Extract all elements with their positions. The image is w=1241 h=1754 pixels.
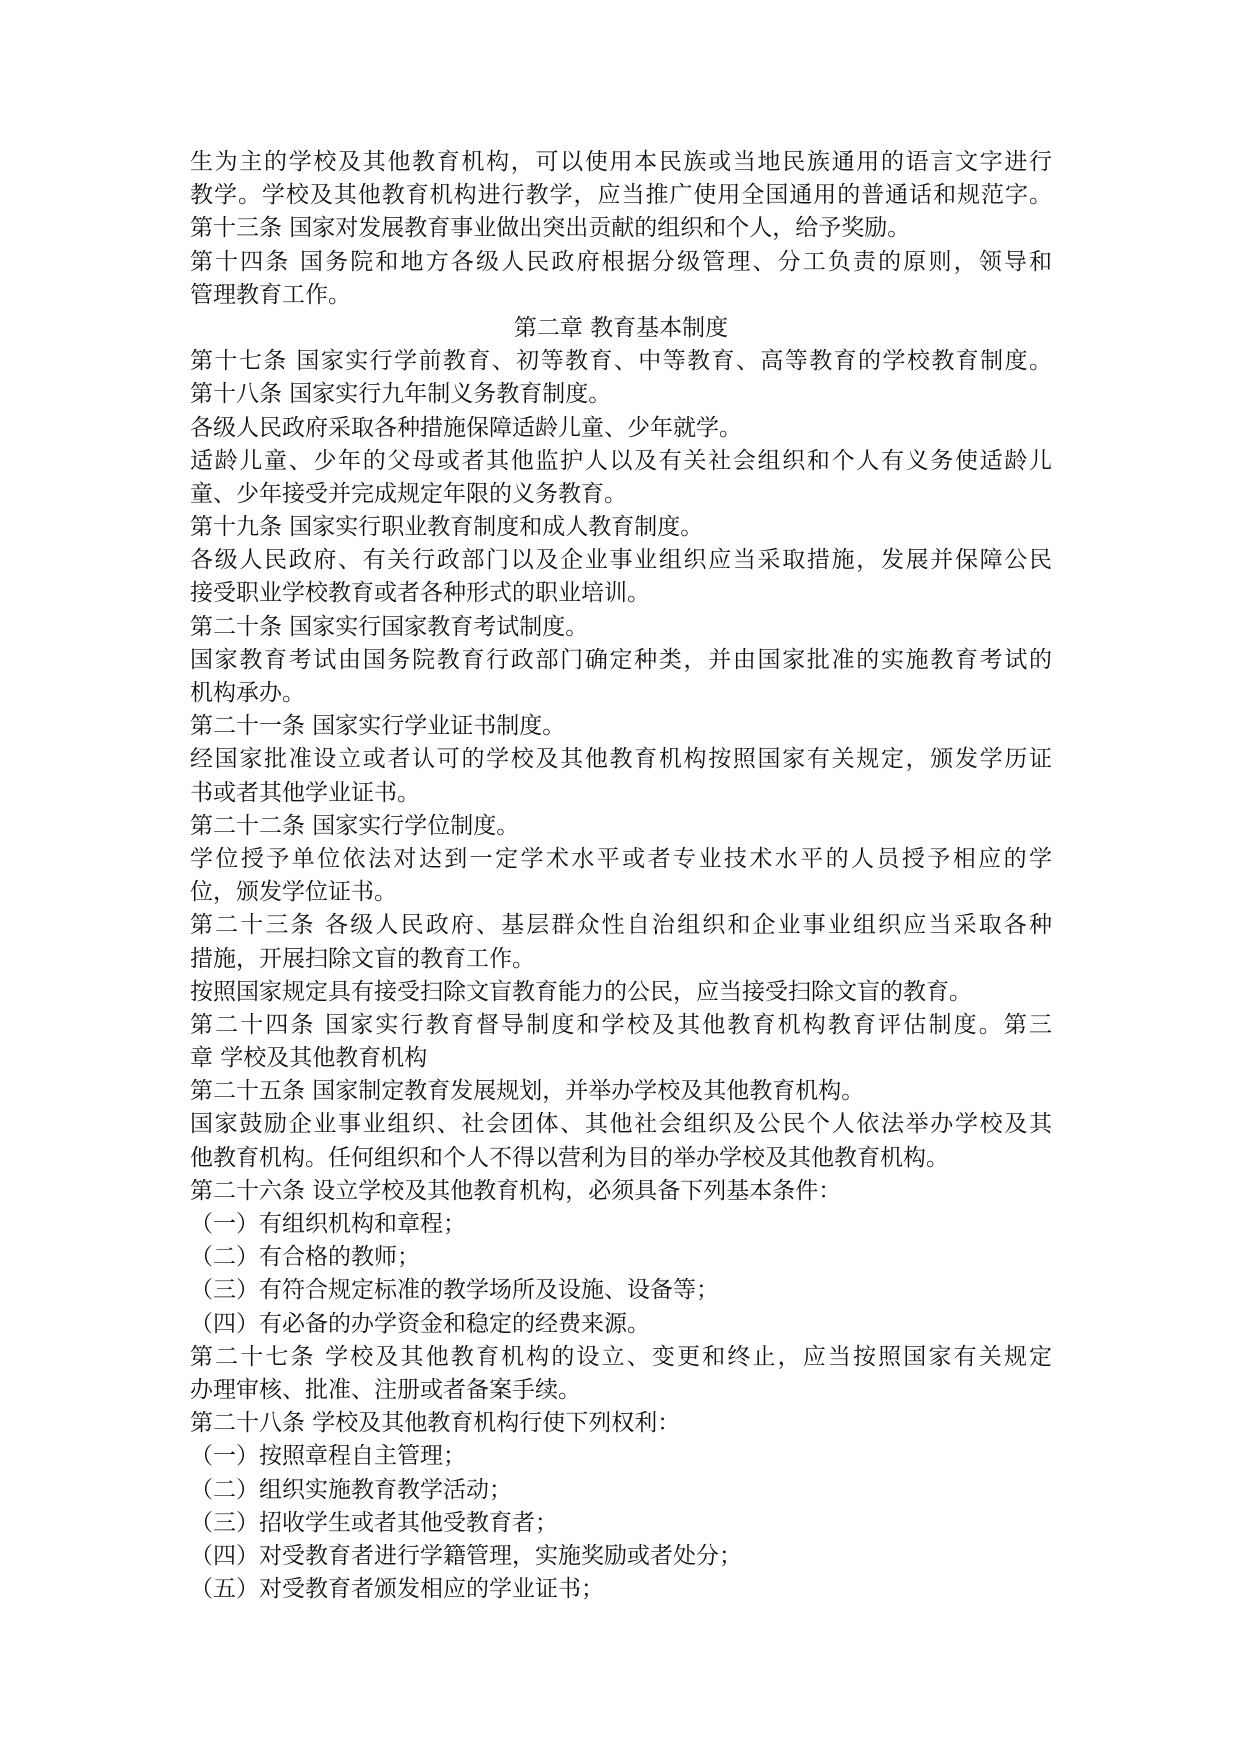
text-line: 教学。学校及其他教育机构进行教学，应当推广使用全国通用的普通话和规范字。	[190, 182, 1052, 209]
text-line: 第二十三条 各级人民政府、基层群众性自治组织和企业事业组织应当采取各种	[190, 912, 1052, 939]
text-line: 第二十五条 国家制定教育发展规划，并举办学校及其他教育机构。	[190, 1078, 865, 1105]
text-line: （二）有合格的教师；	[190, 1244, 420, 1271]
chapter-heading: 第二章 教育基本制度	[513, 314, 729, 341]
document-page	[190, 146, 1052, 1606]
text-line: （二）组织实施教育教学活动；	[190, 1476, 512, 1503]
text-line: 管理教育工作。	[190, 281, 351, 308]
text-line: 第二十二条 国家实行学位制度。	[190, 812, 520, 839]
text-line: （一）按照章程自主管理；	[190, 1443, 466, 1470]
text-line: 第二十一条 国家实行学业证书制度。	[190, 713, 566, 740]
text-line: 机构承办。	[190, 680, 305, 706]
text-line: （四）对受教育者进行学籍管理，实施奖励或者处分；	[190, 1542, 742, 1569]
text-line: 办理审核、批准、注册或者备案手续。	[190, 1376, 581, 1403]
text-line: 第十九条 国家实行职业教育制度和成人教育制度。	[190, 514, 704, 541]
text-line: （三）有符合规定标准的教学场所及设施、设备等；	[190, 1277, 719, 1304]
text-line: 按照国家规定具有接受扫除文盲教育能力的公民，应当接受扫除文盲的教育。	[190, 978, 972, 1005]
text-line: 学位授予单位依法对达到一定学术水平或者专业技术水平的人员授予相应的学	[190, 845, 1052, 872]
text-line: 章 学校及其他教育机构	[190, 1045, 428, 1072]
text-line: （一）有组织机构和章程；	[190, 1211, 466, 1237]
text-line: 第二十七条 学校及其他教育机构的设立、变更和终止，应当按照国家有关规定	[190, 1343, 1052, 1370]
text-line: 国家鼓励企业事业组织、社会团体、其他社会组织及公民个人依法举办学校及其	[190, 1111, 1052, 1138]
text-line: 第二十六条 设立学校及其他教育机构，必须具备下列基本条件：	[190, 1177, 842, 1204]
text-line: 位，颁发学位证书。	[190, 879, 397, 906]
text-line: 书或者其他学业证书。	[190, 779, 420, 806]
text-line: （三）招收学生或者其他受教育者；	[190, 1509, 558, 1536]
text-line: 接受职业学校教育或者各种形式的职业培训。	[190, 580, 650, 607]
text-line: 童、少年接受并完成规定年限的义务教育。	[190, 480, 627, 507]
text-line: 生为主的学校及其他教育机构，可以使用本民族或当地民族通用的语言文字进行	[190, 149, 1052, 175]
text-line: 经国家批准设立或者认可的学校及其他教育机构按照国家有关规定，颁发学历证	[190, 746, 1052, 773]
text-line: 第十四条 国务院和地方各级人民政府根据分级管理、分工负责的原则，领导和	[190, 248, 1052, 275]
text-line: 各级人民政府采取各种措施保障适龄儿童、少年就学。	[190, 414, 742, 441]
text-line: 第二十八条 学校及其他教育机构行使下列权利：	[190, 1410, 681, 1437]
text-line: 国家教育考试由国务院教育行政部门确定种类，并由国家批准的实施教育考试的	[190, 646, 1052, 673]
text-line: 适龄儿童、少年的父母或者其他监护人以及有关社会组织和个人有义务使适龄儿	[190, 447, 1052, 474]
text-line: 第二十四条 国家实行教育督导制度和学校及其他教育机构教育评估制度。第三	[190, 1011, 1052, 1038]
text-line: 第十八条 国家实行九年制义务教育制度。	[190, 381, 612, 408]
text-line: 他教育机构。任何组织和个人不得以营利为目的举办学校及其他教育机构。	[190, 1144, 949, 1171]
text-line: （五）对受教育者颁发相应的学业证书；	[190, 1576, 604, 1603]
document-body	[190, 146, 1052, 1606]
text-line: 第十七条 国家实行学前教育、初等教育、中等教育、高等教育的学校教育制度。	[190, 348, 1052, 375]
text-line: （四）有必备的办学资金和稳定的经费来源。	[190, 1310, 650, 1337]
text-line: 第十三条 国家对发展教育事业做出突出贡献的组织和个人，给予奖励。	[190, 215, 911, 242]
text-line: 第二十条 国家实行国家教育考试制度。	[190, 613, 589, 640]
text-line: 各级人民政府、有关行政部门以及企业事业组织应当采取措施，发展并保障公民	[190, 547, 1052, 574]
text-line: 措施，开展扫除文盲的教育工作。	[190, 945, 535, 972]
